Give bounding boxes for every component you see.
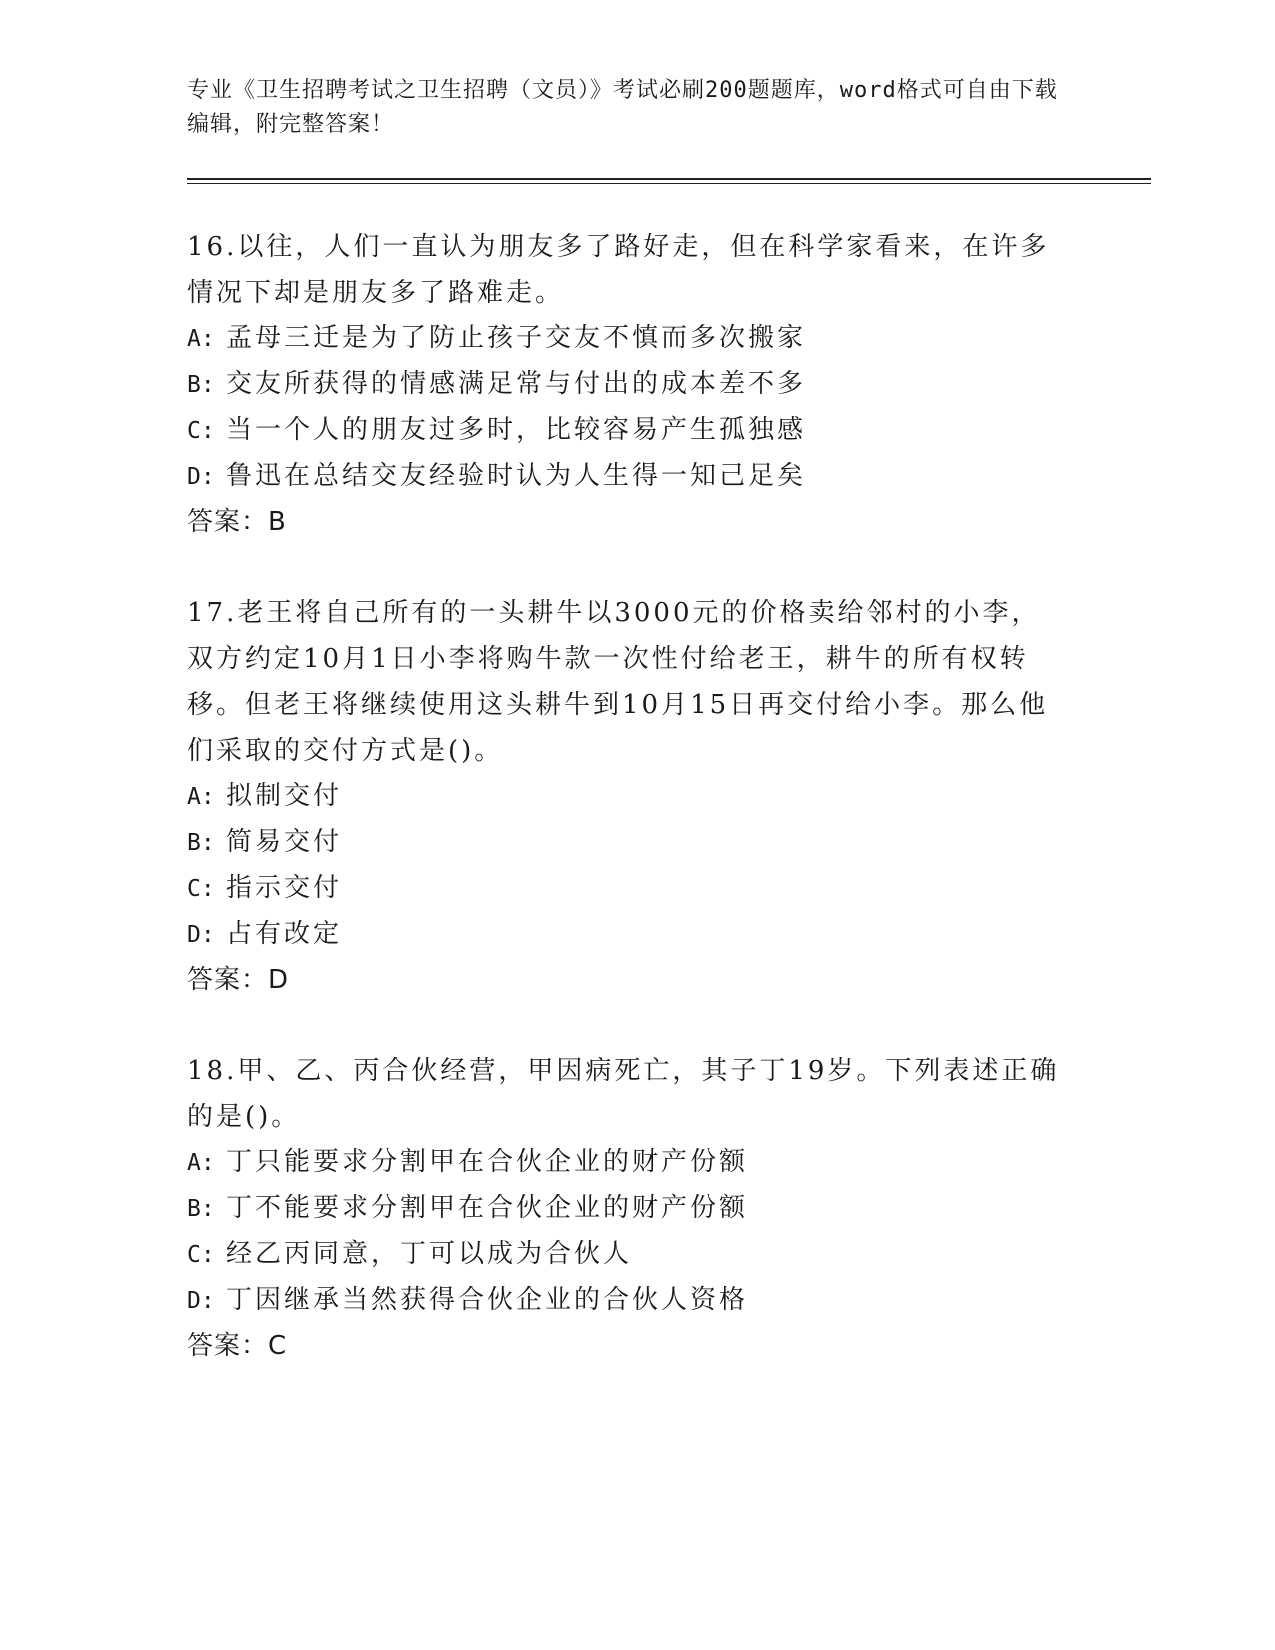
option-letter: D: <box>187 1288 215 1314</box>
option-text: 占有改定 <box>225 919 342 949</box>
option-letter: B: <box>187 372 215 398</box>
option-c <box>187 1232 1067 1278</box>
option-text: 当一个人的朋友过多时，比较容易产生孤独感 <box>225 415 806 445</box>
option-letter: C: <box>187 1242 215 1268</box>
answer-line <box>187 1324 1067 1369</box>
option-text: 孟母三迁是为了防止孩子交友不慎而多次搬家 <box>225 323 806 353</box>
option-a <box>187 1140 1067 1186</box>
answer-value: C <box>268 1331 288 1361</box>
option-text: 丁只能要求分割甲在合伙企业的财产份额 <box>225 1147 748 1177</box>
option-text: 简易交付 <box>225 827 342 857</box>
option-d <box>187 912 1067 958</box>
option-text: 丁因继承当然获得合伙企业的合伙人资格 <box>225 1285 748 1315</box>
question-16 <box>187 224 1067 545</box>
option-text: 丁不能要求分割甲在合伙企业的财产份额 <box>225 1193 748 1223</box>
option-b <box>187 362 1067 408</box>
option-d <box>187 454 1067 500</box>
option-text: 指示交付 <box>225 873 342 903</box>
option-b <box>187 820 1067 866</box>
question-17 <box>187 590 1067 1003</box>
question-stem: 17.老王将自己所有的一头耕牛以3000元的价格卖给邻村的小李，双方约定10月1日小李将购牛款一次性付给老王，耕牛的所有权转移。但老王将继续使用这头耕牛到10月15日再交付给小李。那么他们采取的交付方式是()。 <box>187 598 1049 766</box>
option-text: 鲁迅在总结交友经验时认为人生得一知己足矣 <box>225 461 806 491</box>
option-letter: A: <box>187 784 215 810</box>
option-a <box>187 316 1067 362</box>
option-c <box>187 866 1067 912</box>
question-stem: 16.以往，人们一直认为朋友多了路好走，但在科学家看来，在许多情况下却是朋友多了路难走。 <box>187 232 1050 308</box>
option-letter: D: <box>187 464 215 490</box>
option-letter: B: <box>187 830 215 856</box>
option-letter: A: <box>187 326 215 352</box>
option-a <box>187 774 1067 820</box>
header-divider-thick <box>187 178 1151 180</box>
answer-label: 答案： <box>187 507 269 537</box>
option-letter: C: <box>187 876 215 902</box>
question-stem: 18.甲、乙、丙合伙经营，甲因病死亡，其子丁19岁。下列表述正确的是()。 <box>187 1056 1060 1132</box>
answer-line <box>187 958 1067 1003</box>
option-letter: B: <box>187 1196 215 1222</box>
header-divider-thin <box>187 183 1151 184</box>
answer-label: 答案： <box>187 965 269 995</box>
question-18 <box>187 1048 1067 1369</box>
option-letter: C: <box>187 418 215 444</box>
option-letter: A: <box>187 1150 215 1176</box>
answer-value: B <box>268 507 287 537</box>
answer-label: 答案： <box>187 1331 269 1361</box>
answer-line <box>187 500 1067 545</box>
option-text: 交友所获得的情感满足常与付出的成本差不多 <box>225 369 806 399</box>
option-text: 拟制交付 <box>225 781 342 811</box>
answer-value: D <box>268 965 290 995</box>
option-text: 经乙丙同意，丁可以成为合伙人 <box>225 1239 632 1269</box>
option-c <box>187 408 1067 454</box>
option-letter: D: <box>187 922 215 948</box>
document-header: 专业《卫生招聘考试之卫生招聘（文员）》考试必刷200题题库，word格式可自由下载编辑，附完整答案！ <box>187 78 1058 137</box>
option-d <box>187 1278 1067 1324</box>
option-b <box>187 1186 1067 1232</box>
